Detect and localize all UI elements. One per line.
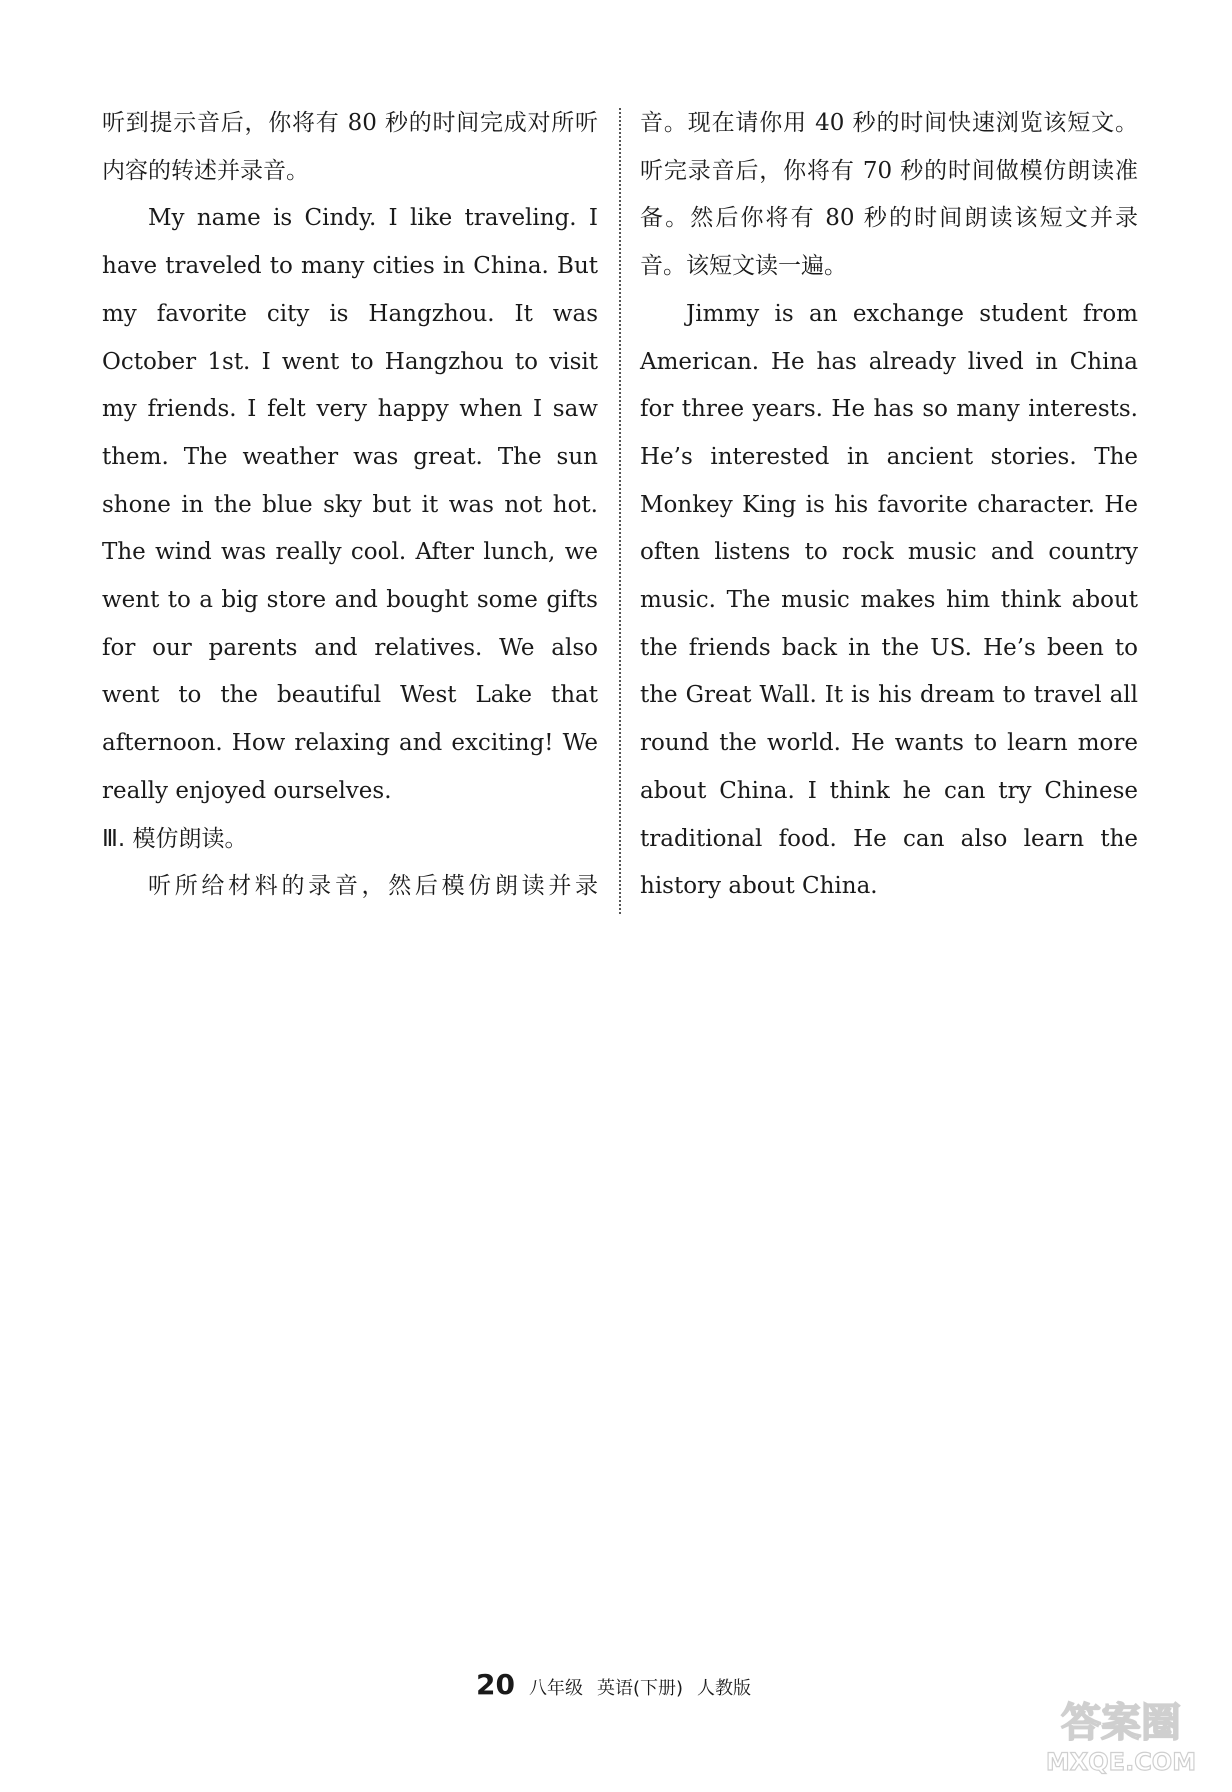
right-column xyxy=(640,100,1138,911)
passage-cindy: My name is Cindy. I like traveling. I have traveled to many cities in China. But my favorite city is Hangzhou. It was October 1st. I went to Hangzhou to visit my friends. I felt very happy when I saw them. The weather was great. The sun shone in the blue sky but it was not hot. The wind was really cool. After lunch, we went to a big store and bought some gifts for our parents and relatives. We also went to the beautiful West Lake that afternoon. How relaxing and exciting! We really enjoyed ourselves. xyxy=(102,205,598,804)
section-instruction-start: 听所给材料的录音，然后模仿朗读并录 xyxy=(148,873,598,900)
column-divider xyxy=(619,108,621,914)
page-number: 20 xyxy=(476,1668,515,1701)
passage-jimmy: Jimmy is an exchange student from American. He has already lived in China for three years. He has so many interests. He’s interested in ancient stories. The Monkey King is his favorite character. He often listens to rock music and country music. The music makes him think about the friends back in the US. He’s been to the Great Wall. It is his dream to travel all round the world. He wants to learn more about China. I think he can try Chinese traditional food. He can also learn the history about China. xyxy=(640,300,1138,900)
footer-subject: 英语(下册) xyxy=(596,1678,684,1699)
section-heading-imitation-reading: Ⅲ. 模仿朗读。 xyxy=(102,825,248,852)
footer-edition: 人教版 xyxy=(697,1678,752,1699)
page-footer xyxy=(476,1668,751,1701)
svg-text:MXQE.COM: MXQE.COM xyxy=(1045,1748,1197,1776)
intro-instruction: 听到提示音后，你将有 80 秒的时间完成对所听内容的转述并录音。 xyxy=(102,110,598,184)
svg-text:答案圈: 答案圈 xyxy=(1061,1700,1181,1746)
section-instruction-end: 音。现在请你用 40 秒的时间快速浏览该短文。听完录音后，你将有 70 秒的时间做模仿朗读准备。然后你将有 80 秒的时间朗读该短文并录音。该短文读一遍。 xyxy=(640,110,1138,280)
left-column xyxy=(102,100,598,911)
watermark-logo xyxy=(1026,1688,1216,1780)
footer-grade: 八年级 xyxy=(528,1678,583,1699)
